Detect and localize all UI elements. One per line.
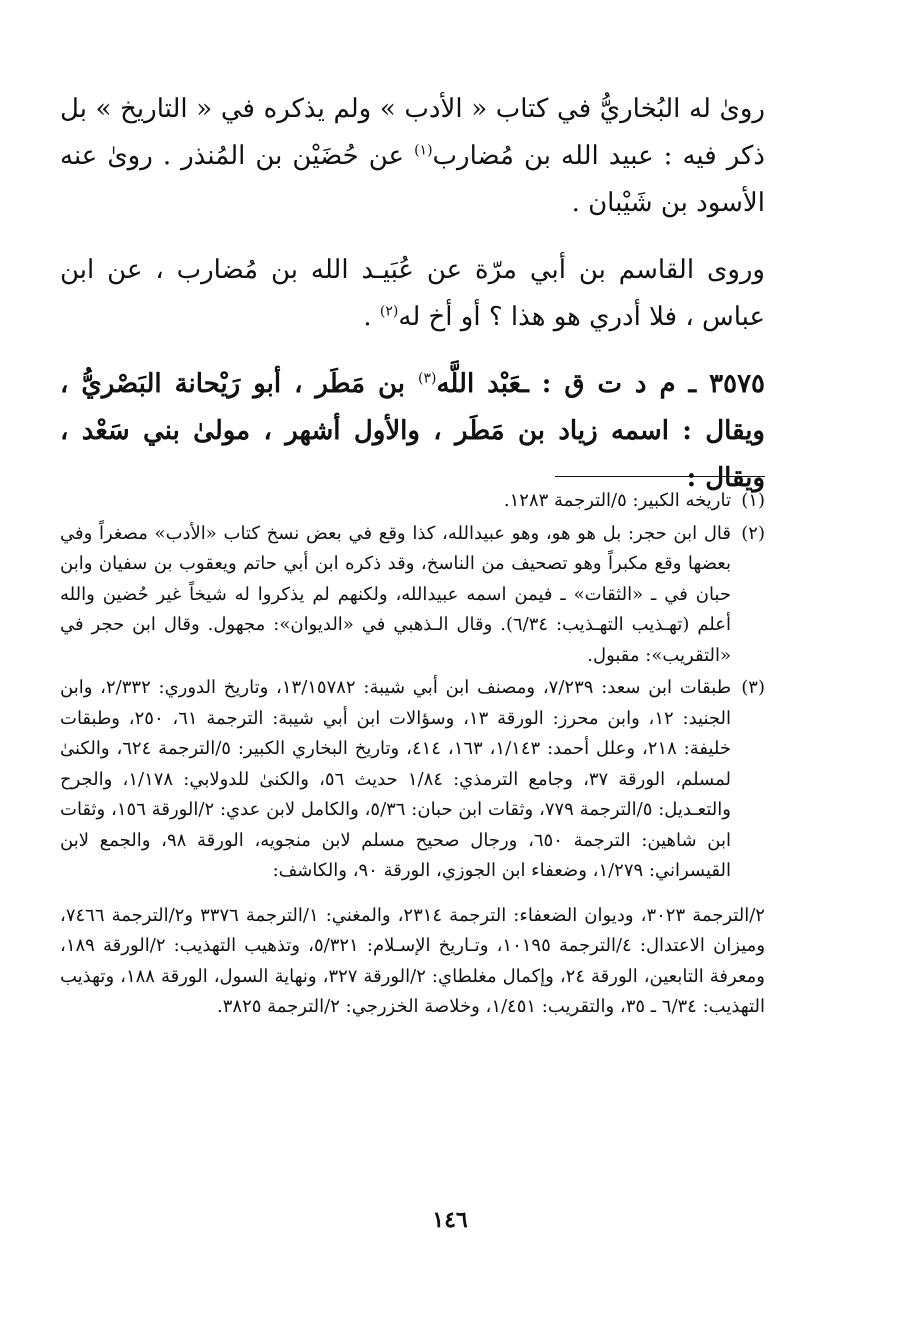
page-number: ١٤٦ [432,1207,468,1233]
footnote-3: (٣) طبقات ابن سعد: ٧/٢٣٩، ومصنف ابن أبي شيبة: ١٣/١٥٧٨٢، وتاريخ الدوري: ٢/٣٣٢، وابن الجنيد: ١٢، وابن محرز: الورقة ١٣، وسؤالات ابن أبي شيبة: الترجمة ٦١، ٢٥٠، وطبقات خليفة: ٢١٨، وعلل أحمد: ١/١٤٣، ١٦٣، ٤١٤، وتاريخ البخاري الكبير: ٥/الترجمة ٦٢٤، والكنىٰ لمسلم، الورقة ٣٧، وجامع الترمذي: ١/٨٤ حديث ٥٦، والكنىٰ للدولابي: ١/١٧٨، والجرح والتعـديل: ٥/الترجمة ٧٧٩، وثقات ابن حبان: ٥/٣٦، والكامل لابن عدي: ٢/الورقة ١٥٦، وثقات ابن شاهين: الترجمة ٦٥٠، ورجال صحيح مسلم لابن منجويه، الورقة ٩٨، والجمع لابن القيسراني: ١/٢٧٩، وضعفاء ابن الجوزي، الورقة ٩٠، والكاشف: [60,673,765,887]
paragraph-1: روىٰ له البُخاريُّ في كتاب « الأدب » ولم يذكره في « التاريخ » بل ذكر فيه : عبيد الله بن مُضارب$^{(١)}$ عن حُضَيْن بن المُنذر . روىٰ عنه الأسود بن شَيْبان . [60,94,765,218]
entry-3575: ٣٥٧٥ ـ م د ت ق : ـعَبْد اللَّه$^{(٣)}$ بن مَطَر ، أبو رَيْحانة البَصْريُّ ، ويقال : اسمه زياد بن مَطَر ، والأول أشهر ، مولىٰ بني سَعْد ، ويقال : [60,369,765,493]
entry-number: ٣٥٧٥ ـ م د ت ق : ـ [521,369,765,399]
footnote-mark: (٣) [741,677,765,698]
footnote-ref-1[interactable]: (١) [414,142,433,159]
paragraph-2: وروى القاسم بن أبي مرّة عن عُبَيـد الله بن مُضارب ، عن ابن عباس ، فلا أدري هو هذا ؟ أو أخ له$^{(٢)}$ . [60,255,765,332]
footnote-mark: (٢) [741,522,765,544]
footnote-1: (١) تاريخه الكبير: ٥/الترجمة ١٢٨٣. [60,486,765,517]
footnote-ref-2[interactable]: (٢) [379,303,399,320]
footnote-separator [555,476,765,477]
footnote-mark: (١) [741,490,765,511]
footnotes [60,486,765,1041]
main-text [60,86,765,502]
footnote-continuation: ٢/الترجمة ٣٠٢٣، وديوان الضعفاء: الترجمة ٢٣١٤، والمغني: ١/الترجمة ٣٣٧٦ و٢/الترجمة ٧٤٦٦، وميزان الاعتدال: ٤/الترجمة ١٠١٩٥، وتـاريخ الإسـلام: ٥/٣٢١، وتذهيب التهذيب: ٢/الورقة ١٨٩، ومعرفة التابعين، الورقة ٢٤، وإكمال مغلطاي: ٢/الورقة ٣٢٧، ونهاية السول، الورقة ١٨٨، وتهذيب التهذيب: ٦/٣٤ ـ ٣٥، والتقريب: ١/٤٥١، وخلاصة الخزرجي: ٢/الترجمة ٣٨٢٥. [60,904,766,1017]
entry-name: عَبْد اللَّه [436,369,522,399]
footnote-2: (٢) قال ابن حجر: بل هو هو، وهو عبيدالله، كذا وقع في بعض نسخ كتاب «الأدب» مصغراً وفي بعضها وقع مكبراً وهو تصحيف من الناسخ، وقد ذكره ابن أبي حاتم ويعقوب بن سفيان وابن حبان في ـ «الثقات» ـ فيمن اسمه عبيدالله، ولكنهم لم يذكروا له شيخاً غير حُضين والله أعلم (تهـذيب التهـذيب: ٦/٣٤). وقال الـذهبي في «الديوان»: مجهول. وقال ابن حجر في «التقريب»: مقبول. [60,519,765,672]
footnote-ref-3[interactable]: (٣) [418,370,437,387]
